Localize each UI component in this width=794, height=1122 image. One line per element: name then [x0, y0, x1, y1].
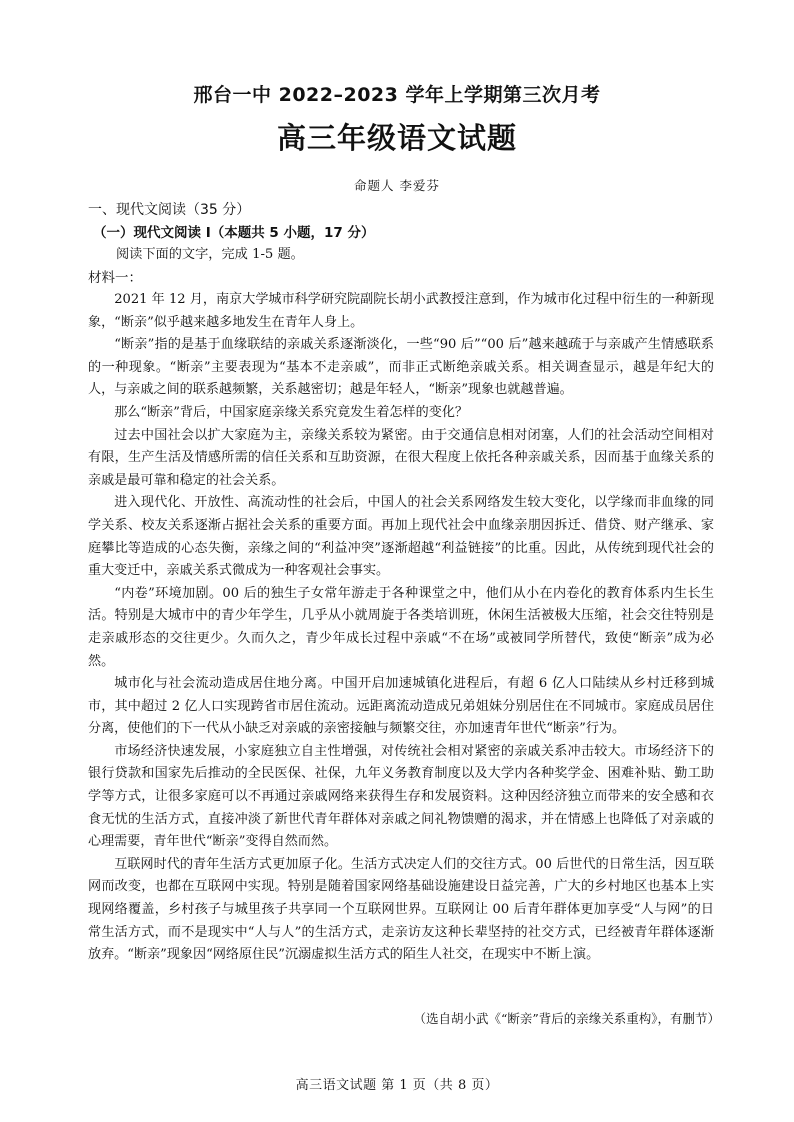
source-citation: （选自胡小武《“断亲”背后的亲缘关系重构》，有删节）: [413, 1011, 720, 1026]
exam-subject-title: 高三年级语文试题: [276, 121, 517, 155]
passage-paragraph: 进入现代化、开放性、高流动性的社会后，中国人的社会关系网络发生较大变化，以学缘而非血缘的同学关系、校友关系逐渐占据社会关系的重要方面。再加上现代社会中血缘亲朋因拆迁、借贷、财产继承、家庭攀比等造成的心态失衡，亲缘之间的“利益冲突”逐渐超越“利益链接”的比重。因此，从传统到现代社会的重大变迁中，亲戚关系式微成为一种客观社会事实。: [88, 495, 714, 579]
passage-paragraph: 城市化与社会流动造成居住地分离。中国开启加速城镇化进程后，有超 6 亿人口陆续从乡村迁移到城市，其中超过 2 亿人口实现跨省市居住流动。远距离流动造成兄弟姐妹分别居住在不同城市。家庭成员居住分离，使他们的下一代从小缺乏对亲戚的亲密接触与频繁交往，亦加速青年世代“断亲”行为。: [88, 676, 714, 737]
school-exam-title: 邢台一中 2022–2023 学年上学期第三次月考: [193, 84, 601, 106]
passage-paragraph: 市场经济快速发展，小家庭独立自主性增强，对传统社会相对紧密的亲戚关系冲击较大。市场经济下的银行贷款和国家先后推动的全民医保、社保，九年义务教育制度以及大学内各种奖学金、困难补贴、勤工助学等方式，让很多家庭可以不再通过亲戚网络来获得生存和发展资料。这种因经济独立而带来的安全感和衣食无忧的生活方式，直接冲淡了新世代青年群体对亲戚之间礼物馈赠的渴求，并在情感上也降低了对亲戚的心理需要，青年世代“断亲”变得自然而然。: [88, 743, 714, 850]
passage-paragraph: “内卷”环境加剧。00 后的独生子女常年游走于各种课堂之中，他们从小在内卷化的教育体系内生长生活。特别是大城市中的青少年学生，几乎从小就周旋于各类培训班，休闲生活被极大压缩，社会交往特别是走亲戚形态的交往更少。久而久之，青少年成长过程中亲戚“不在场”或被同学所替代，致使“断亲”成为必然。: [88, 585, 714, 669]
material-label: 材料一：: [88, 270, 142, 286]
page-footer: 高三语文试题 第 1 页（共 8 页）: [295, 1078, 499, 1093]
passage-body: [88, 289, 714, 967]
section-heading: 一、现代文阅读（35 分）: [88, 202, 251, 218]
passage-paragraph: 过去中国社会以扩大家庭为主，亲缘关系较为紧密。由于交通信息相对闭塞，人们的社会活动空间相对有限，生产生活及情感所需的信任关系和互助资源，在很大程度上依托各种亲戚关系，因而基于血缘关系的亲戚是最可靠和稳定的社会关系。: [88, 427, 714, 488]
reading-instruction: 阅读下面的文字，完成 1-5 题。: [116, 247, 304, 262]
exam-author: 命题人 李爱芬: [354, 178, 440, 193]
passage-paragraph: 互联网时代的青年生活方式更加原子化。生活方式决定人们的交往方式。00 后世代的日常生活，因互联网而改变，也都在互联网中实现。特别是随着国家网络基础设施建设日益完善，广大的乡村地区也基本上实现网络覆盖，乡村孩子与城里孩子共享同一个互联网世界。互联网让 00 后青年群体更加享受“人与网”的日常生活方式，而不是现实中“人与人”的生活方式，走亲访友这种长辈坚持的社交方式，已经被青年群体逐渐放弃。“断亲”现象因“网络原住民”沉溺虚拟生活方式的陌生人社交，在现实中不断上演。: [88, 856, 714, 963]
subsection-heading: （一）现代文阅读 I（本题共 5 小题，17 分）: [93, 225, 375, 241]
passage-paragraph: “断亲”指的是基于血缘联结的亲戚关系逐渐淡化，一些“90 后”“00 后”越来越疏于与亲戚产生情感联系的一种现象。“断亲”主要表现为“基本不走亲戚”，而非正式断绝亲戚关系。相关调查显示，越是年纪大的人，与亲戚之间的联系越频繁，关系越密切；越是年轻人，“断亲”现象也就越普遍。: [88, 337, 714, 398]
passage-paragraph: 2021 年 12 月，南京大学城市科学研究院副院长胡小武教授注意到，作为城市化过程中衍生的一种新现象，“断亲”似乎越来越多地发生在青年人身上。: [88, 292, 714, 330]
passage-paragraph: 那么“断亲”背后，中国家庭亲缘关系究竟发生着怎样的变化？: [114, 404, 469, 420]
